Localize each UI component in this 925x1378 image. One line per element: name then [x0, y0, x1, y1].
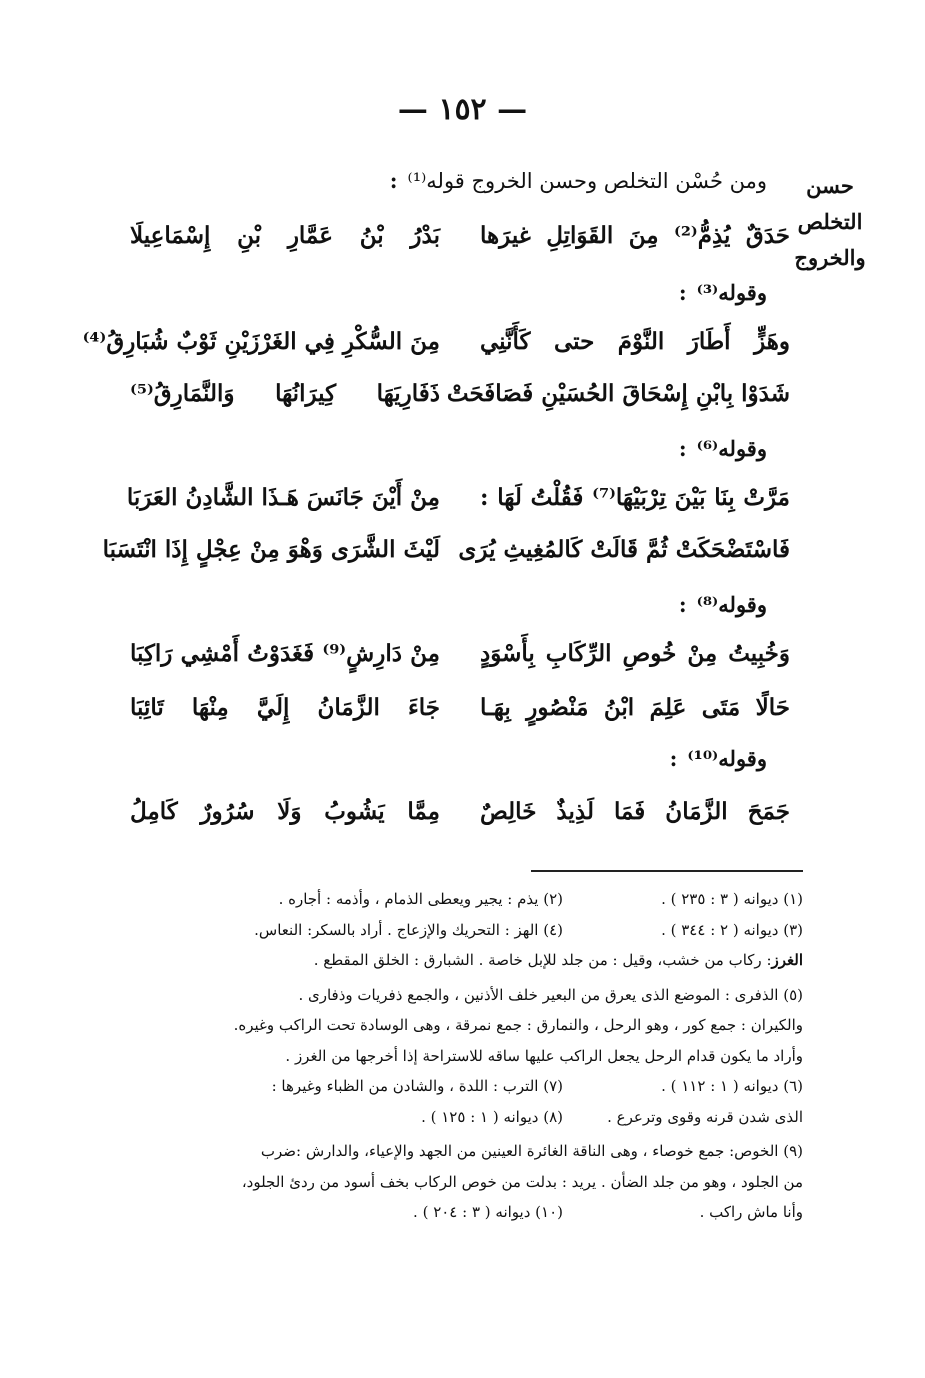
intro-colon: :	[389, 168, 398, 193]
verse-first-hemistich: فَاسْتَضْحَكَتْ ثُمَّ قَالَتْ كَالمُغِيثِ يُرَى	[458, 536, 790, 563]
qawluh-line	[670, 746, 767, 771]
footnote-9-line: (٩) الخوص: جمع خوصاء ، وهى الناقة الغائرة العينين من الجهد والإعياء، والدارش :ضرب	[260, 1142, 803, 1160]
verse-second-hemistich: مِنْ أَيْنَ جَانَسَ هَـذَا الشَّادِنُ العَرَبَا	[126, 484, 440, 511]
qawluh-line	[679, 592, 767, 617]
margin-note-line: حسن	[806, 173, 854, 198]
verse-first-hemistich: شَدَوْا بِابْنِ إِسْحَاقَ الحُسَيْنِ فَصَافَحَتْ	[446, 380, 790, 407]
verse-line	[126, 484, 791, 532]
margin-note	[790, 168, 870, 276]
footnote-9	[123, 1136, 803, 1228]
footnote-5	[123, 980, 803, 1072]
verse-first-hemistich: جَمَحَ الزَّمَانُ فَمَا لَذِيذٌ خَالِصٌ	[480, 798, 790, 825]
verse-line	[130, 222, 790, 270]
footnote-divider	[531, 870, 803, 872]
footnote-5-line: (٥) الذفرى : الموضع الذى يعرق من البعير خلف الأذنين ، والجمع ذفريات وذفارى .	[298, 985, 803, 1004]
footnote-5-line: والكيران : جمع كور ، وهو الرحل ، والنمارق : جمع نمرقة ، وهى الوسادة تحت الراكب وغيره.	[233, 1016, 803, 1034]
footnote-row	[123, 1102, 803, 1133]
footnote-term: الغرز	[771, 951, 803, 969]
margin-note-line: التخلص	[797, 209, 863, 234]
verse-second-hemistich: لَيْثَ الشَّرَى وَهْوَ مِنْ عِجْلٍ إِذَا انْتَسَبَا	[102, 536, 440, 563]
footnotes	[123, 884, 803, 1228]
verse-line	[130, 640, 790, 688]
qawluh-colon: :	[678, 436, 687, 461]
verse-line	[130, 694, 790, 742]
verse-line	[130, 798, 790, 846]
verse-first-hemistich: وهَزٍّ أَطَارَ النَّوْمَ حتى كَأَنَّنِي	[480, 328, 790, 355]
footnote-9-line: من الجلود ، وهو من جلد الضأن . يريد : بدلت من خوص الركاب بخف أسود من ردئ الجلود،	[241, 1172, 803, 1191]
intro-text: ومن حُسْن التخلص وحسن الخروج قوله⁽¹⁾	[407, 169, 767, 193]
verse-second-hemistich: ذَفَارِيَهَا كِيرَانُهَا وَالنَّمَارِقُ⁽⁵⁾	[130, 380, 440, 407]
verse-first-hemistich: حَدَقٌ يُذِمُّ⁽²⁾ مِنَ القَوَاتِلِ غيرَها	[480, 222, 790, 249]
qawluh-colon: :	[678, 280, 687, 305]
qawluh-colon: :	[669, 746, 678, 771]
verse-second-hemistich: مِنْ دَارِشٍ⁽⁹⁾ فَغَدَوْتُ أَمْشِي رَاكِبَا	[130, 640, 440, 667]
qawluh-line	[679, 280, 767, 305]
qawluh-line	[679, 436, 767, 461]
footnote-1: (١) ديوانه ( ٣ : ٢٣٥ ) .	[661, 890, 803, 908]
qawluh-text: وقوله⁽⁸⁾	[696, 592, 767, 617]
verse-first-hemistich: وَخُبِيتُ مِنْ خُوصِ الرِّكَابِ بِأَسْوَدٍ	[480, 640, 790, 667]
footnote-text: : ركاب من خشب، وقيل : من جلد للإبل خاصة . الشبارق : الخلق المقطع .	[313, 951, 772, 969]
footnote-7-continued: الذى شدن قرنه وقوى وترعرع .	[607, 1107, 803, 1126]
qawluh-text: وقوله⁽⁶⁾	[696, 436, 767, 461]
footnote-5-line: وأراد ما يكون قدام الرحل يجعل الراكب عليها ساقه للاستراحة إذا أخرجها من الغرز .	[285, 1046, 803, 1065]
footnote-10: (١٠) ديوانه ( ٣ : ٢٠٤ ) .	[413, 1203, 563, 1221]
qawluh-colon: :	[678, 592, 687, 617]
intro-line	[390, 168, 767, 193]
verse-first-hemistich: حَالًا مَتَى عَلِمَ ابْنُ مَنْصُورٍ بِهَـا	[480, 694, 790, 721]
footnote-row	[123, 915, 803, 946]
verse-second-hemistich: مِمَّا يَشُوبُ وَلَا سُرُورٌ كَامِلُ	[130, 798, 440, 825]
footnote-4-continued	[123, 945, 803, 976]
footnote-row	[123, 1071, 803, 1102]
verse-line	[130, 380, 790, 428]
verse-first-hemistich: مَرَّتْ بِنَا بَيْنَ تِرْبَيْهَا⁽⁷⁾ فَقُلْتُ لَهَا :	[480, 484, 791, 511]
footnote-2: (٢) يذم : يجير ويعطى الذمام ، وأذمه : أجاره .	[278, 890, 563, 908]
footnote-row	[123, 1197, 803, 1228]
margin-note-line: والخروج	[794, 245, 866, 270]
footnote-6: (٦) ديوانه ( ١ : ١١٢ ) .	[661, 1077, 803, 1095]
footnote-row	[123, 884, 803, 915]
footnote-8: (٨) ديوانه ( ١ : ١٢٥ ) .	[421, 1107, 563, 1126]
verse-line	[102, 536, 790, 584]
footnote-9-line: وأنا ماش راكب .	[699, 1203, 803, 1221]
verse-second-hemistich: بَدْرُ بْنُ عَمَّارِ بْنِ إِسْمَاعِيلَا	[130, 222, 440, 249]
footnote-7: (٧) الترب : اللدة ، والشادن من الظباء وغيرها :	[271, 1077, 563, 1095]
footnote-4: (٤) الهز : التحريك والإزعاج . أراد بالسكر: النعاس.	[254, 920, 563, 939]
page-number: — ١٥٢ —	[397, 92, 528, 127]
verse-line	[82, 328, 790, 376]
footnote-3: (٣) ديوانه ( ٢ : ٣٤٤ ) .	[661, 920, 803, 939]
verse-second-hemistich: مِنَ السُّكْرِ فِي الغَرْزَيْنِ ثَوْبٌ شُبَارِقُ⁽⁴⁾	[82, 328, 440, 355]
qawluh-text: وقوله⁽³⁾	[696, 280, 767, 305]
qawluh-text: وقوله⁽¹⁰⁾	[687, 746, 767, 771]
verse-second-hemistich: جَاءَ الزَّمَانُ إِلَيَّ مِنْهَا تَائِبَا	[130, 694, 440, 721]
